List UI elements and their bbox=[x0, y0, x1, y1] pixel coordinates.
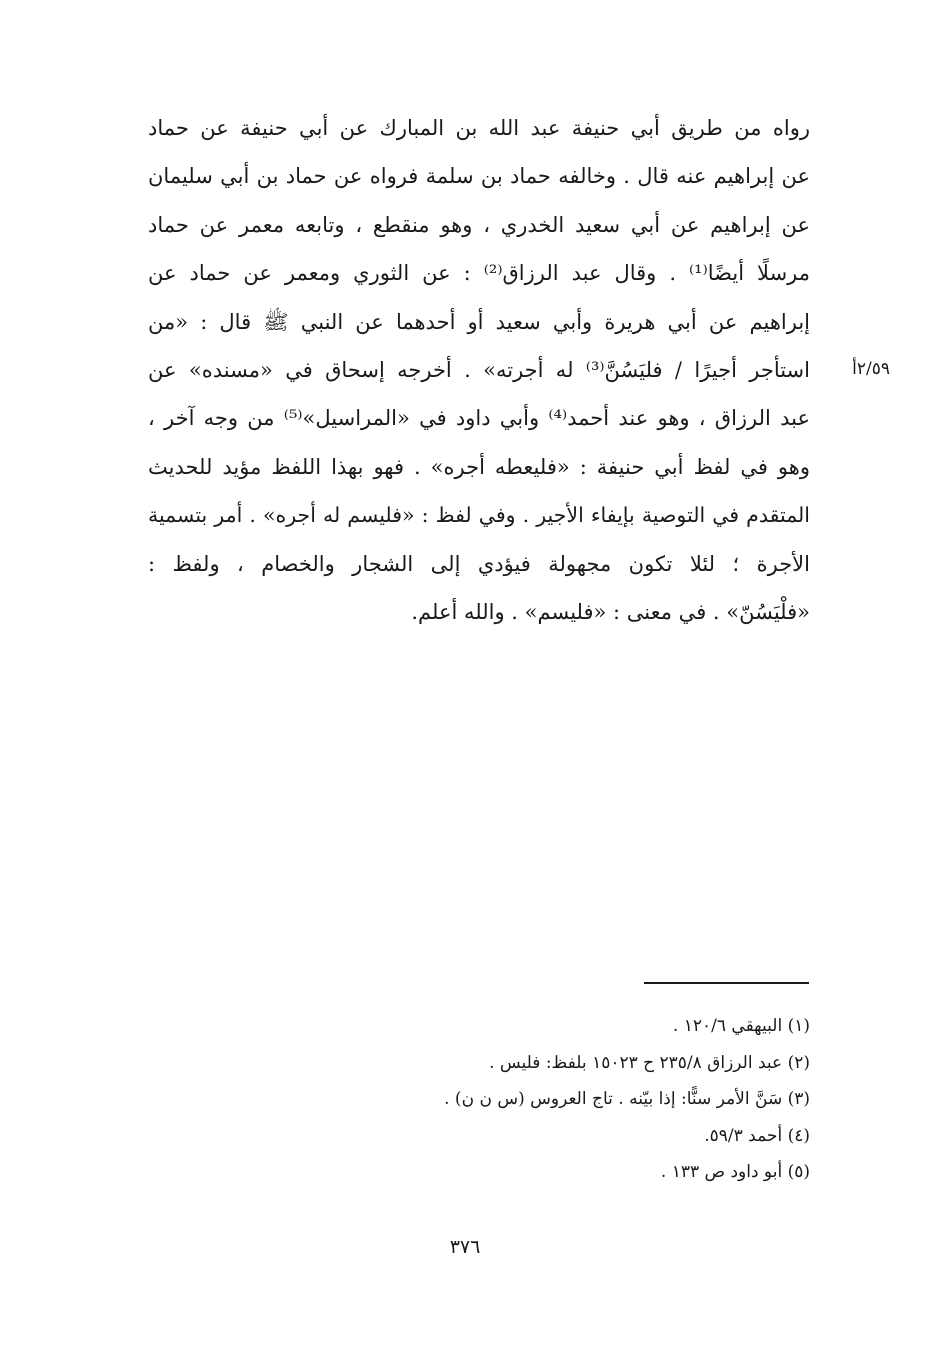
body-line: الأجرة ؛ لئلا تكون مجهولة فيؤدي إلى الشجار والخصام ، ولفظ : bbox=[148, 551, 810, 576]
footnote: (٣) سَنَّ الأمر سنًّا: إذا بيّنه . تاج العروس (س ن ن) . bbox=[444, 1089, 810, 1109]
body-line: وهو في لفظ أبي حنيفة : «فليعطه أجره» . فهو بهذا اللفظ مؤيد للحديث bbox=[148, 454, 810, 479]
body-line: مرسلًا أيضًا⁽¹⁾ . وقال عبد الرزاق⁽²⁾ : عن الثوري ومعمر عن حماد عن bbox=[148, 261, 811, 286]
body-line: استأجر أجيرًا / فليَسُنَّ⁽³⁾ له أجرته» . أخرجه إسحاق في «مسنده» عن bbox=[148, 357, 810, 382]
body-line: رواه من طريق أبي حنيفة عبد الله بن المبارك عن أبي حنيفة عن حماد bbox=[148, 116, 810, 140]
footnote: (١) البيهقي ١٢٠/٦ . bbox=[672, 1016, 810, 1036]
body-line: عن إبراهيم عن أبي سعيد الخدري ، وهو منقطع ، وتابعه معمر عن حماد bbox=[148, 212, 810, 237]
page-number: ٣٧٦ bbox=[449, 1236, 481, 1258]
body-line: المتقدم في التوصية بإيفاء الأجير . وفي لفظ : «فليسم له أجره» . أمر بتسمية bbox=[148, 503, 810, 528]
manuscript-folio-note: ٢/٥٩أ bbox=[852, 359, 890, 379]
body-text bbox=[148, 104, 810, 636]
footnote: (٤) أحمد ٥٩/٣. bbox=[704, 1125, 810, 1146]
footnotes bbox=[330, 1008, 810, 1191]
body-line: عن إبراهيم عنه قال . وخالفه حماد بن سلمة فرواه عن حماد بن أبي سليمان bbox=[148, 164, 810, 189]
footnote-separator bbox=[644, 982, 809, 984]
footnote: (٢) عبد الرزاق ٢٣٥/٨ ح ١٥٠٢٣ بلفظ: فليس . bbox=[489, 1052, 810, 1073]
body-line: «فلْيَسُنّ» . في معنى : «فليسم» . والله أعلم. bbox=[411, 599, 810, 624]
footnote: (٥) أبو داود ص ١٣٣ . bbox=[660, 1162, 810, 1182]
body-line: عبد الرزاق ، وهو عند أحمد⁽⁴⁾ وأبي داود في «المراسيل»⁽⁵⁾ من وجه آخر ، bbox=[148, 406, 811, 431]
body-line: إبراهيم عن أبي هريرة وأبي سعيد أو أحدهما عن النبي ﷺ قال : «من bbox=[148, 309, 810, 334]
